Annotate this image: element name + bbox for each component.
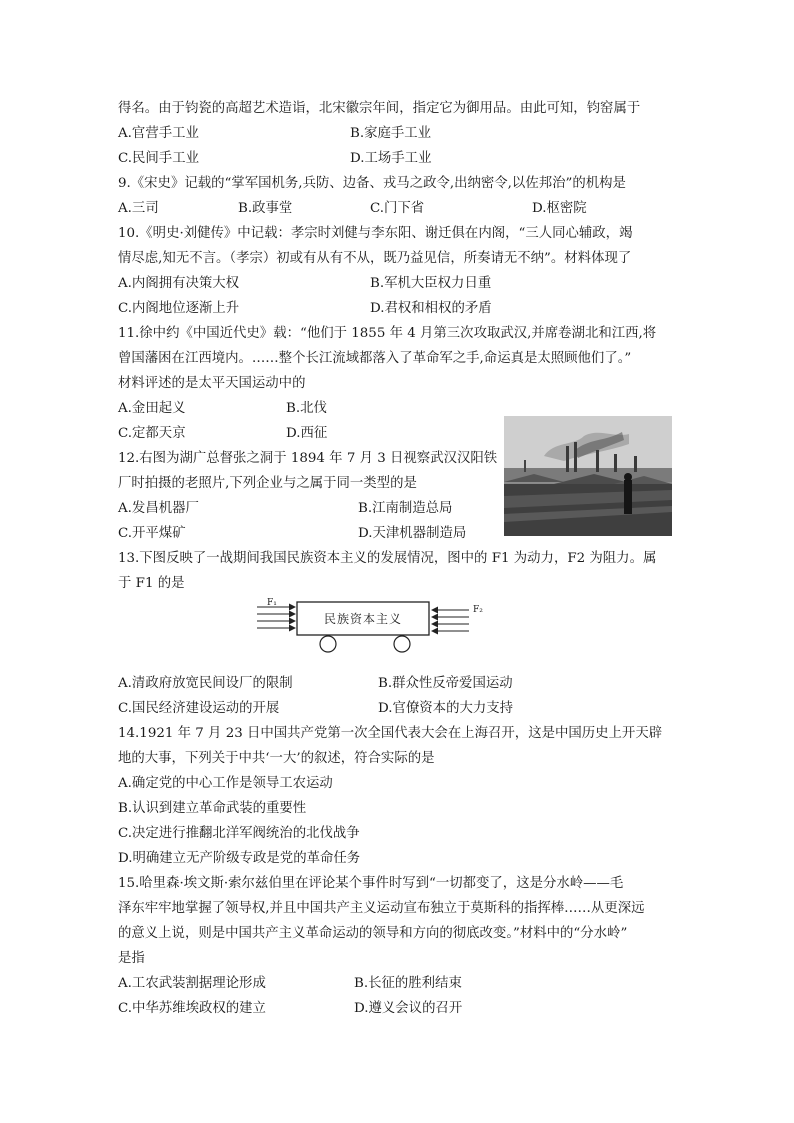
q10-option-c[interactable]: C.内阁地位逐渐上升 bbox=[118, 301, 240, 316]
forces-diagram bbox=[255, 596, 495, 658]
q13-option-c[interactable]: C.国民经济建设运动的开展 bbox=[118, 701, 280, 716]
question-11-stem-line1: 11.徐中约《中国近代史》载：“他们于 1855 年 4 月第三次攻取武汉,并席卷湖北和江西,将 bbox=[118, 326, 657, 341]
q15-option-b[interactable]: B.长征的胜利结束 bbox=[354, 976, 462, 991]
question-14-stem-line2: 地的大事，下列关于中共‘一大’的叙述，符合实际的是 bbox=[118, 751, 435, 766]
question-10-stem-line2: 情尽虑,知无不言。（孝宗）初或有从有不从，既乃益见信，所奏请无不纳”。材料体现了 bbox=[118, 251, 632, 266]
q10-option-b[interactable]: B.军机大臣权力日重 bbox=[370, 276, 492, 291]
capitalism-box-label: 民族资本主义 bbox=[323, 612, 403, 626]
question-9-stem: 9.《宋史》记载的“掌军国机务,兵防、边备、戎马之政令,出纳密令,以佐邦治”的机构是 bbox=[118, 176, 626, 191]
right-wheel bbox=[394, 636, 410, 652]
q13-option-a[interactable]: A.清政府放宽民间设厂的限制 bbox=[118, 676, 293, 691]
q15-option-a[interactable]: A.工农武装割据理论形成 bbox=[118, 976, 266, 991]
q9-option-c[interactable]: C.门下省 bbox=[370, 201, 425, 216]
question-8-stem-tail: 得名。由于钧瓷的高超艺术造诣，北宋徽宗年间，指定它为御用品。由此可知，钧窑属于 bbox=[118, 101, 641, 116]
q11-option-c[interactable]: C.定都天京 bbox=[118, 426, 186, 441]
q8-option-c[interactable]: C.民间手工业 bbox=[118, 151, 199, 166]
q9-option-d[interactable]: D.枢密院 bbox=[532, 201, 587, 216]
question-15-stem-line2: 泽东牢牢地掌握了领导权,并且中国共产主义运动宣布独立于莫斯科的指挥棒……从更深远 bbox=[118, 901, 645, 916]
f2-label: F₂ bbox=[473, 605, 483, 615]
q15-option-c[interactable]: C.中华苏维埃政权的建立 bbox=[118, 1001, 266, 1016]
q9-option-a[interactable]: A.三司 bbox=[118, 201, 159, 216]
q8-option-b[interactable]: B.家庭手工业 bbox=[350, 126, 432, 141]
q8-option-d[interactable]: D.工场手工业 bbox=[350, 151, 432, 166]
f1-arrows bbox=[257, 607, 295, 628]
q9-option-b[interactable]: B.政事堂 bbox=[238, 201, 293, 216]
question-15-stem-line1: 15.哈里森·埃文斯·索尔兹伯里在评论某个事件时写到“一切都变了，这是分水岭——毛 bbox=[118, 876, 624, 891]
q11-option-b[interactable]: B.北伐 bbox=[286, 401, 327, 416]
question-13-stem-line2: 于 F1 的是 bbox=[118, 576, 185, 591]
q11-option-a[interactable]: A.金田起义 bbox=[118, 401, 186, 416]
q10-option-d[interactable]: D.君权和相权的矛盾 bbox=[370, 301, 492, 316]
f1-label: F₁ bbox=[267, 598, 277, 608]
hanyang-ironworks-photo bbox=[504, 416, 672, 536]
question-10-stem-line1: 10.《明史·刘健传》中记载：孝宗时刘健与李东阳、谢迁俱在内阁，“三人同心辅政，竭 bbox=[118, 226, 633, 241]
q13-option-b[interactable]: B.群众性反帝爱国运动 bbox=[378, 676, 513, 691]
question-14-stem-line1: 14.1921 年 7 月 23 日中国共产党第一次全国代表大会在上海召开，这是中国历史上开天辟 bbox=[118, 726, 663, 741]
q15-option-d[interactable]: D.遵义会议的召开 bbox=[354, 1001, 463, 1016]
question-15-stem-line4: 是指 bbox=[118, 951, 145, 966]
question-12-stem-line2: 厂时拍摄的老照片,下列企业与之属于同一类型的是 bbox=[118, 476, 417, 491]
left-wheel bbox=[320, 636, 336, 652]
question-11-stem-line3: 材料评述的是太平天国运动中的 bbox=[118, 376, 306, 391]
q13-option-d[interactable]: D.官僚资本的大力支持 bbox=[378, 701, 514, 716]
photo-illustration bbox=[504, 416, 672, 536]
q12-option-d[interactable]: D.天津机器制造局 bbox=[358, 526, 467, 541]
q12-option-b[interactable]: B.江南制造总局 bbox=[358, 501, 453, 516]
q14-option-d[interactable]: D.明确建立无产阶级专政是党的革命任务 bbox=[118, 851, 361, 866]
question-11-stem-line2: 曾国藩困在江西境内。……整个长江流域都落入了革命军之手,命运真是太照顾他们了。” bbox=[118, 351, 632, 366]
q14-option-a[interactable]: A.确定党的中心工作是领导工农运动 bbox=[118, 776, 333, 791]
q14-option-b[interactable]: B.认识到建立革命武装的重要性 bbox=[118, 801, 307, 816]
q8-option-a[interactable]: A.官营手工业 bbox=[118, 126, 199, 141]
f2-arrows bbox=[432, 610, 469, 631]
q12-option-c[interactable]: C.开平煤矿 bbox=[118, 526, 186, 541]
q12-option-a[interactable]: A.发昌机器厂 bbox=[118, 501, 199, 516]
forces-diagram-svg bbox=[255, 596, 495, 658]
question-12-stem-line1: 12.右图为湖广总督张之洞于 1894 年 7 月 3 日视察武汉汉阳铁 bbox=[118, 451, 498, 466]
q10-option-a[interactable]: A.内阁拥有决策大权 bbox=[118, 276, 240, 291]
q14-option-c[interactable]: C.决定进行推翻北洋军阀统治的北伐战争 bbox=[118, 826, 360, 841]
q11-option-d[interactable]: D.西征 bbox=[286, 426, 328, 441]
question-15-stem-line3: 的意义上说，则是中国共产主义革命运动的领导和方向的彻底改变。”材料中的“分水岭” bbox=[118, 926, 628, 941]
question-13-stem-line1: 13.下图反映了一战期间我国民族资本主义的发展情况，图中的 F1 为动力，F2 为阻力。属 bbox=[118, 551, 657, 566]
